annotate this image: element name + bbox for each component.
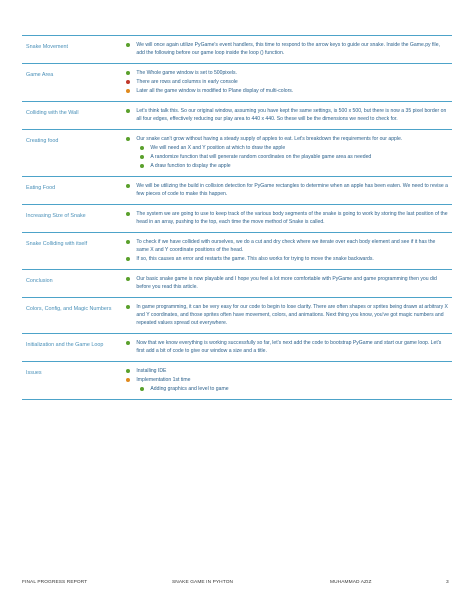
row-label: Initialization and the Game Loop [26,342,104,348]
bullet-dot-icon [126,184,130,188]
bullet-dot-icon [126,341,130,345]
bullet-dot-icon [126,240,130,244]
bullet-item [126,303,448,327]
bullet-text: In game programming, it can be very easy for our code to begin to lose clarity. There are often shapes or sprites being drawn at arbitrary X and Y coordinates, and those sprites often have movement, colors, and animations. Next thing you know, you've got magic numbers and repeated values spread out everywhere. [136,304,448,326]
bullet-text: The system we are going to use to keep track of the various body segments of the snake is going to work by storing the last position of the head in an array, pushing to the top, each time the move method of Snake is called. [136,211,448,225]
row-label: Snake Colliding with itself [26,241,88,247]
bullet-dot-icon [126,305,130,309]
row-content [122,205,452,233]
bullet-item [126,275,448,291]
bullet-item [126,78,448,86]
bullet-item [126,162,448,170]
table-row [22,64,452,102]
row-content [122,130,452,177]
bullet-item [126,339,448,355]
row-content [122,270,452,298]
row-content [122,102,452,130]
bullet-dot-icon [126,257,130,261]
row-label: Eating Food [26,185,56,191]
row-content [122,362,452,400]
progress-table-body [22,36,452,400]
bullet-text: Our basic snake game is now playable and I hope you feel a lot more comfortable with PyGame and game programming then you did before you read this article. [136,276,437,290]
bullet-text: A draw function to display the apple [150,163,231,169]
bullet-text: Now that we know everything is working successfully so far, let's next add the code to bootstrap PyGame and start our game loop. Let's first add a bit of code to give our window a size and a title. [136,340,442,354]
bullet-item [126,238,448,254]
bullet-text: To check if we have collided with ourselves, we do a cut and dry check where we iterate over each body element and see if it has the same X and Y coordinate positions of the head. [136,239,436,253]
footer-report-title: FINAL PROGRESS REPORT [22,580,88,585]
bullet-text: There are rows and columns in early console [136,79,238,85]
row-label: Game Area [26,72,54,78]
row-label: Colors, Config, and Magic Numbers [26,306,112,312]
bullet-text: Let's think talk this. So our original window, assuming you have kept the same settings, is 500 x 500, but there is now a 35 pixel border on all four edges, effectively reducing our play area to 440 x 440. So these will be the dimensions we need to check for. [136,108,447,122]
bullet-dot-icon [140,387,144,391]
table-row [22,362,452,400]
bullet-dot-icon [126,80,130,84]
bullet-item [126,107,448,123]
bullet-dot-icon [126,369,130,373]
bullet-dot-icon [126,277,130,281]
bullet-text: A randomize function that will generate random coordinates on the playable game area as needed [150,154,372,160]
footer-author: MUHAMMAD AZIZ [330,580,372,585]
bullet-dot-icon [126,43,130,47]
row-content [122,298,452,334]
bullet-item [126,376,448,384]
table-row [22,36,452,64]
row-label: Increasing Size of Snake [26,213,86,219]
bullet-item [126,41,448,57]
row-content [122,177,452,205]
row-content [122,334,452,362]
bullet-text: We will once again utilize PyGame's event handlers, this time to respond to the arrow keys to guide our snake. Inside the Game.py file, add the following before our game loop inside the loop () function. [136,42,440,56]
bullet-text: The Whole game window is set to 500pixels. [136,70,237,76]
bullet-item [126,182,448,198]
bullet-item [126,153,448,161]
table-row [22,177,452,205]
row-content [122,233,452,270]
table-row [22,233,452,270]
bullet-item [126,135,448,143]
bullet-item [126,367,448,375]
bullet-text: Implementation 1st time [136,377,191,383]
bullet-item [126,87,448,95]
bullet-dot-icon [126,378,130,382]
table-row [22,270,452,298]
bullet-text: Our snake can't grow without having a steady supply of apples to eat. Let's breakdown the requirements for our apple. [136,136,403,142]
table-row [22,102,452,130]
bullet-text: We will be utilizing the build in collision detection for PyGame rectangles to determine when an apple has been eaten. We need to revise a few pieces of code to make this happen. [136,183,448,197]
table-row [22,298,452,334]
bullet-dot-icon [140,164,144,168]
page-footer [22,580,452,590]
footer-project-title: SNAKE GAME IN PYHTON [172,580,234,585]
row-content [122,36,452,64]
bullet-dot-icon [126,212,130,216]
bullet-text: Later all the game window is modified to Plane display of multi-colors. [136,88,294,94]
row-label: Snake Movement [26,44,68,50]
bullet-item [126,69,448,77]
row-label: Issues [26,370,42,376]
bullet-text: We will need an X and Y position at which to draw the apple [150,145,286,151]
bullet-item [126,385,448,393]
bullet-item [126,210,448,226]
row-label: Creating food [26,138,59,144]
bullet-dot-icon [126,89,130,93]
bullet-text: If so, this causes an error and restarts the game. This also works for trying to move the snake backwards. [136,256,374,262]
row-label: Conclusion [26,278,53,284]
table-row [22,205,452,233]
bullet-text: Installing IDE [136,368,167,374]
row-content [122,64,452,102]
bullet-dot-icon [126,109,130,113]
bullet-dot-icon [126,137,130,141]
footer-page-number: 3 [446,580,449,585]
bullet-dot-icon [126,71,130,75]
bullet-text: Adding graphics and level to game [150,386,229,392]
table-row [22,130,452,177]
row-label: Colliding with the Wall [26,110,79,116]
bullet-dot-icon [140,155,144,159]
bullet-item [126,144,448,152]
table-row [22,334,452,362]
bullet-item [126,255,448,263]
bullet-dot-icon [140,146,144,150]
progress-table [22,35,452,400]
